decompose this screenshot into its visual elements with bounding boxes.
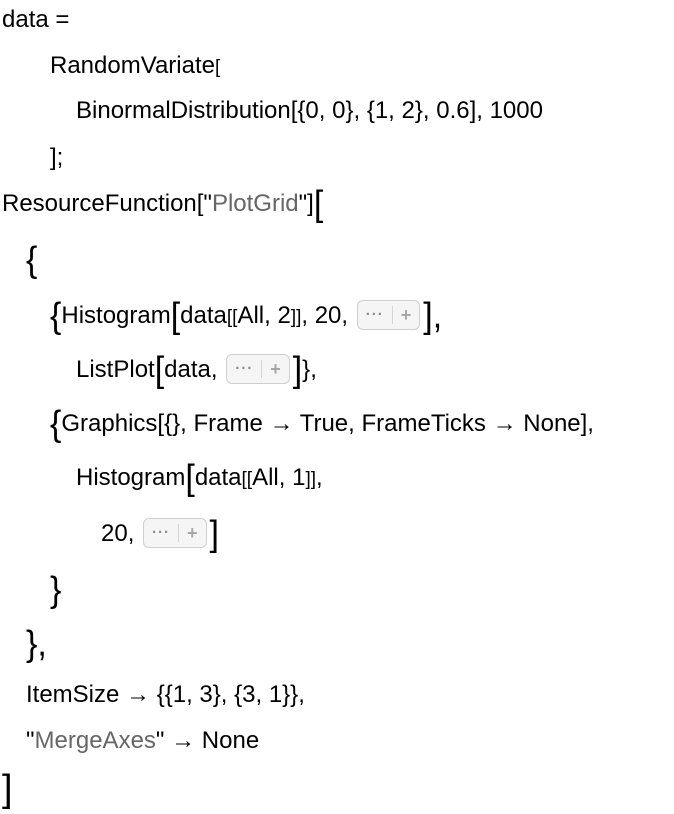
brace-close-comma: }, [26,624,47,664]
function-histogram: Histogram [76,464,186,491]
symbol-data: data [194,464,242,491]
bin-count: , 20, [301,302,355,329]
quote-open: " [26,727,35,754]
symbol-data: data [180,302,227,329]
elided-options-button[interactable] [226,354,290,384]
code-line-14 [26,675,305,715]
string-plotgrid: PlotGrid [211,190,299,217]
part-spec: All, 1 [252,464,306,491]
code-line-6 [26,240,37,280]
distribution-args: [{0, 0}, {1, 2}, 0.6] [290,97,477,124]
code-line-15 [26,721,259,761]
graphics-empty: [{}, [157,410,194,437]
brace-close-comma: }, [302,356,317,383]
bracket-open: [ [185,458,195,498]
elided-options-button[interactable] [143,518,207,548]
code-line-2 [50,46,220,86]
quote-bracket-close: "] [298,190,314,217]
listplot-args: data, [164,356,225,383]
function-graphics: Graphics [61,410,158,437]
code-line-1 [2,0,69,40]
function-histogram: Histogram [61,302,171,329]
part-spec: All, 2 [237,302,291,329]
code-line-9 [50,404,594,444]
bracket-open: [ [154,350,165,390]
bracket-quote-open: [" [196,190,212,217]
bracket-close: ] [292,350,303,390]
ellipsis-icon: ··· [152,524,179,542]
code-line-11 [101,514,219,554]
code-line-12 [50,570,61,610]
bracket-close: ], [423,296,443,336]
brace-open: { [50,296,62,336]
ellipsis-icon: ··· [366,306,393,324]
code-line-8 [76,350,317,390]
function-listplot: ListPlot [76,356,155,383]
ellipsis-icon: ··· [235,360,262,378]
code-line-4 [50,138,63,178]
brace-close: } [50,570,62,610]
quote-close: " [155,727,165,754]
bracket-open: [ [214,57,221,78]
bin-count: 20, [101,520,142,547]
plus-icon: + [187,522,198,543]
bracket-close: ] [209,514,219,554]
part-open: [[ [241,469,253,490]
bracket-close-comma: ], [580,410,594,437]
plus-icon: + [270,358,281,379]
assignment-text: data = [2,6,70,33]
sample-count: , 1000 [476,97,543,124]
code-line-7 [50,296,442,336]
plus-icon: + [400,304,412,325]
elided-options-button[interactable] [357,300,421,330]
code-line-3 [76,91,543,131]
bracket-close-final: ] [2,768,13,810]
brace-open-large: { [26,240,38,280]
option-itemsize: ItemSize → {{1, 3}, {3, 1}}, [26,681,305,708]
part-close: ]] [290,307,302,328]
function-resourcefunction: ResourceFunction [2,190,197,217]
code-line-5 [2,184,323,224]
bracket-open-large: [ [313,184,324,224]
brace-open: { [50,404,62,444]
bracket-close-semicolon: ]; [50,144,64,171]
part-close: ]] [305,469,317,490]
code-line-13 [26,624,47,664]
code-line-10 [76,458,323,498]
function-binormaldistribution: BinormalDistribution [76,97,291,124]
bracket-open: [ [170,296,181,336]
graphics-options: Frame → True, FrameTicks → None [193,410,581,437]
comma: , [316,464,323,491]
option-value-none: → None [164,727,260,754]
function-randomvariate: RandomVariate [50,52,215,79]
part-open: [[ [226,307,238,328]
string-mergeaxes: MergeAxes [34,727,156,754]
